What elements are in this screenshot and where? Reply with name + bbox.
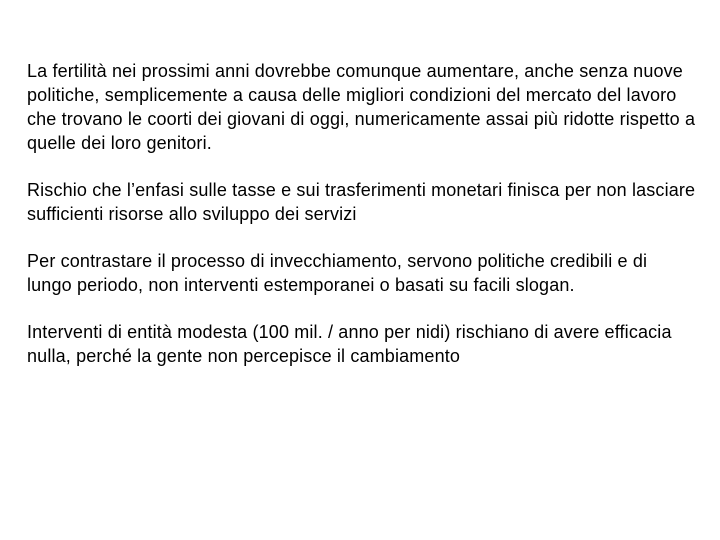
paragraph-tax-transfer-risk: Rischio che l’enfasi sulle tasse e sui trasferimenti monetari finisca per non lasciare sufficienti risorse allo sviluppo dei servizi bbox=[27, 180, 696, 224]
slide-body bbox=[27, 59, 697, 391]
paragraph-fertility-outlook: La fertilità nei prossimi anni dovrebbe comunque aumentare, anche senza nuove politiche, semplicemente a causa delle migliori condizioni del mercato del lavoro che trovano le coorti dei giovani di oggi, numericamente assai più ridotte rispetto a quelle dei loro genitori. bbox=[27, 61, 696, 153]
paragraph-ageing-policies: Per contrastare il processo di invecchiamento, servono politiche credibili e di lungo periodo, non interventi estemporanei o basati su facili slogan. bbox=[27, 251, 648, 295]
paragraph-modest-interventions: Interventi di entità modesta (100 mil. / anno per nidi) rischiano di avere efficacia nulla, perché la gente non percepisce il cambiamento bbox=[27, 322, 672, 366]
